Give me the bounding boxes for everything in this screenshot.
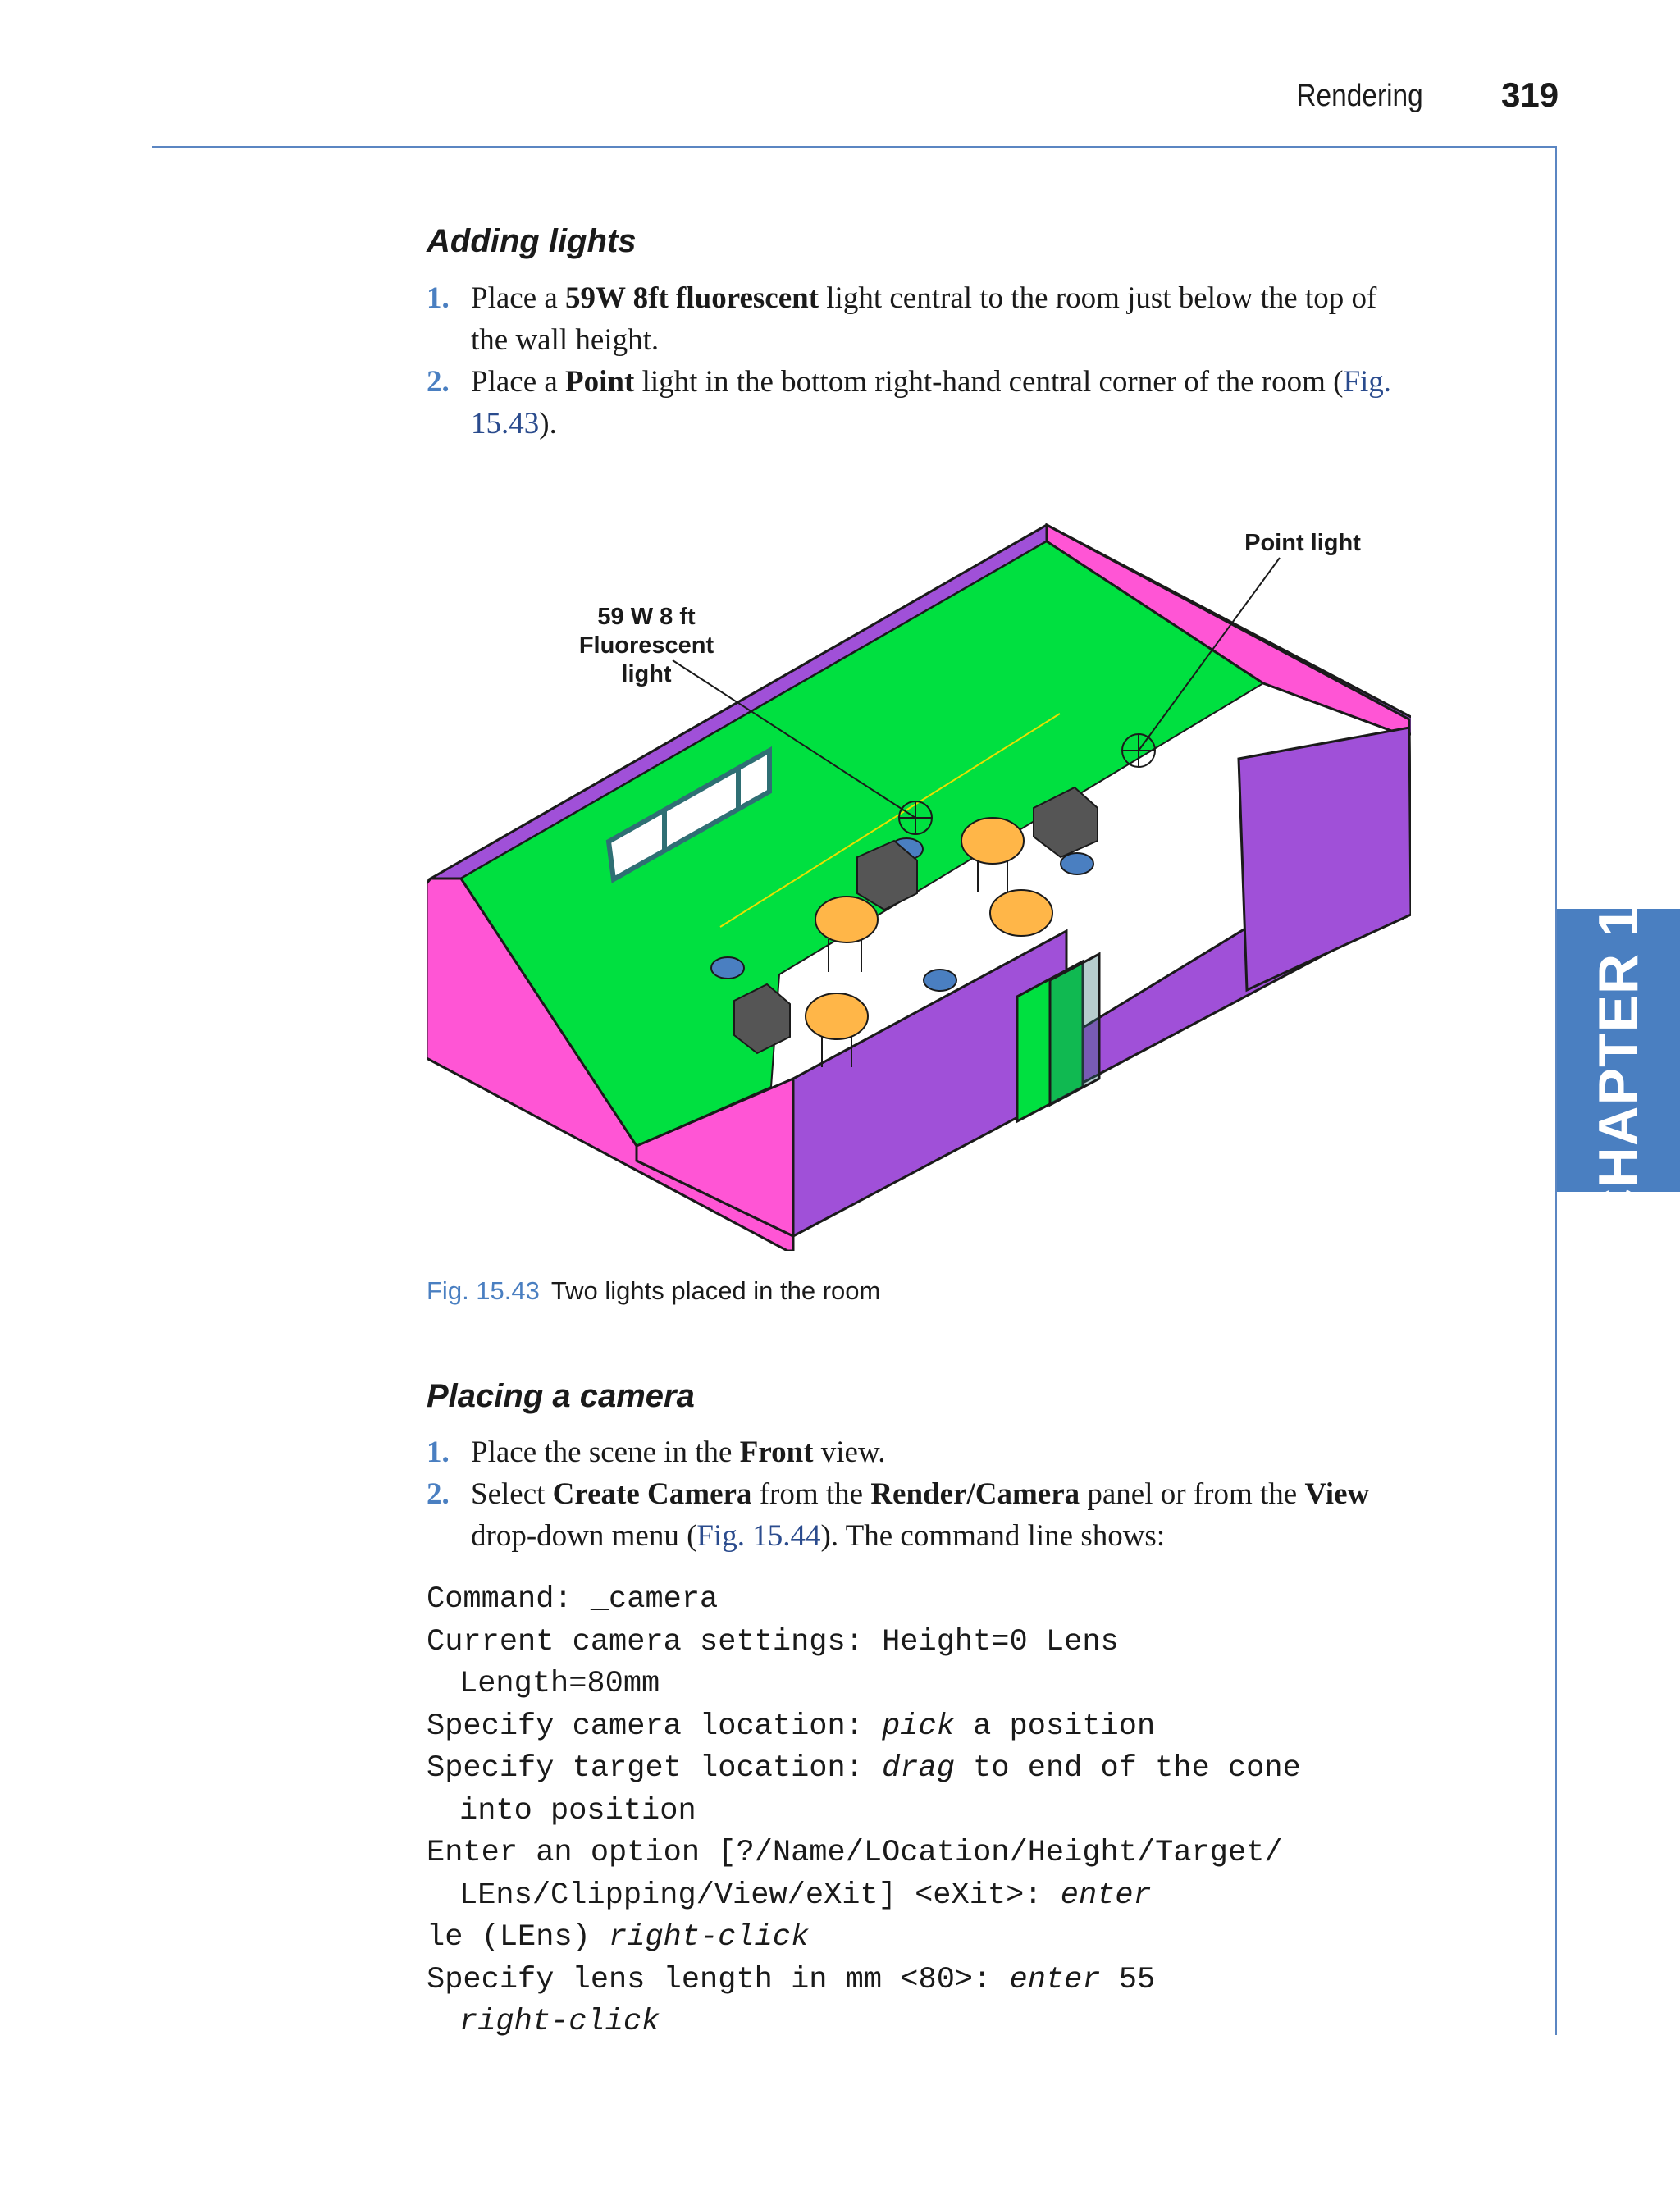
code-italic: enter bbox=[1060, 1878, 1152, 1913]
step-text: from the bbox=[751, 1477, 871, 1511]
step-bold-term: Render/Camera bbox=[870, 1477, 1080, 1511]
code-italic: right-click bbox=[459, 2005, 660, 2039]
figure-caption-text: Two lights placed in the room bbox=[550, 1276, 881, 1305]
running-header-title: Rendering bbox=[1296, 79, 1423, 113]
code-line: Length=80mm bbox=[459, 1667, 660, 1701]
step-number: 1. bbox=[427, 281, 450, 315]
figure-caption-label: Fig. 15.43 bbox=[427, 1276, 540, 1305]
code-line bbox=[427, 1706, 1452, 1749]
step-number: 2. bbox=[427, 1477, 450, 1511]
step-text: Place a bbox=[471, 281, 566, 315]
code-text: le (LEns) bbox=[427, 1920, 609, 1955]
figure-reference-link[interactable]: Fig. 15.43 bbox=[471, 365, 1392, 440]
code-text: 55 bbox=[1100, 1962, 1156, 1997]
chapter-tab bbox=[1557, 872, 1680, 1229]
adding-lights-steps bbox=[427, 277, 1411, 445]
code-text: Specify camera location: bbox=[427, 1709, 883, 1744]
header-rule bbox=[152, 146, 1557, 148]
fluorescent-label-line2: Fluorescent bbox=[578, 632, 714, 659]
code-text: Specify lens length in mm <80>: bbox=[427, 1962, 1010, 1997]
placing-camera-steps bbox=[427, 1431, 1411, 1557]
list-item bbox=[427, 361, 1411, 445]
step-text: Place the scene in the bbox=[471, 1435, 740, 1469]
code-line bbox=[427, 1748, 1452, 1791]
code-line bbox=[427, 1917, 1452, 1960]
fluorescent-label-line3: light bbox=[621, 661, 672, 687]
fluorescent-label-line1: 59 W 8 ft bbox=[597, 604, 696, 630]
step-number: 1. bbox=[427, 1435, 450, 1469]
list-item bbox=[427, 277, 1411, 361]
code-text: to end of the cone bbox=[954, 1751, 1301, 1786]
step-number: 2. bbox=[427, 365, 450, 399]
step-bold-term: 59W 8ft fluorescent bbox=[565, 281, 819, 315]
step-text: light in the bottom right-hand central corner of the room ( bbox=[634, 365, 1344, 399]
code-italic: drag bbox=[882, 1751, 955, 1786]
code-italic: pick bbox=[882, 1709, 955, 1744]
door-panel bbox=[1050, 954, 1099, 1105]
code-line: into position bbox=[459, 1793, 696, 1828]
step-text: Select bbox=[471, 1477, 553, 1511]
code-line bbox=[427, 1960, 1452, 2002]
step-text: panel or from the bbox=[1080, 1477, 1305, 1511]
step-text: light central to the room just below the top of the wall height. bbox=[471, 281, 1377, 357]
point-light-label: Point light bbox=[1244, 530, 1361, 556]
section-title-placing-camera: Placing a camera bbox=[427, 1378, 695, 1414]
chapter-tab-label: CHAPTER 15 bbox=[1587, 872, 1650, 1229]
step-text: view. bbox=[813, 1435, 886, 1469]
page-number: 319 bbox=[1501, 75, 1559, 114]
step-bold-term: Point bbox=[565, 365, 635, 399]
figure-caption bbox=[427, 1276, 880, 1306]
code-text: a position bbox=[954, 1709, 1156, 1744]
code-line: Command: _camera bbox=[427, 1582, 719, 1617]
code-line bbox=[427, 1875, 1452, 1918]
step-text: Place a bbox=[471, 365, 566, 399]
step-text: drop-down menu ( bbox=[471, 1519, 697, 1553]
step-bold-term: View bbox=[1304, 1477, 1370, 1511]
step-text: ). The command line shows: bbox=[820, 1519, 1166, 1553]
list-item bbox=[427, 1431, 1411, 1473]
section-title-adding-lights: Adding lights bbox=[427, 223, 637, 259]
command-line-listing bbox=[427, 1579, 1452, 2044]
step-bold-term: Front bbox=[739, 1435, 814, 1469]
list-item bbox=[427, 1473, 1411, 1557]
code-italic: enter bbox=[1009, 1962, 1101, 1997]
code-line: Current camera settings: Height=0 Lens bbox=[427, 1624, 1119, 1659]
step-text: ). bbox=[539, 407, 557, 440]
step-bold-term: Create Camera bbox=[552, 1477, 752, 1511]
code-line bbox=[427, 2001, 1452, 2044]
code-italic: right-click bbox=[609, 1920, 810, 1955]
code-text: LEns/Clipping/View/eXit] <eXit>: bbox=[459, 1878, 1061, 1913]
code-text: Specify target location: bbox=[427, 1751, 883, 1786]
figure-reference-link[interactable]: Fig. 15.44 bbox=[696, 1519, 821, 1553]
code-line: Enter an option [?/Name/LOcation/Height/Target/ bbox=[427, 1836, 1283, 1870]
room-lights-figure bbox=[427, 513, 1411, 1251]
